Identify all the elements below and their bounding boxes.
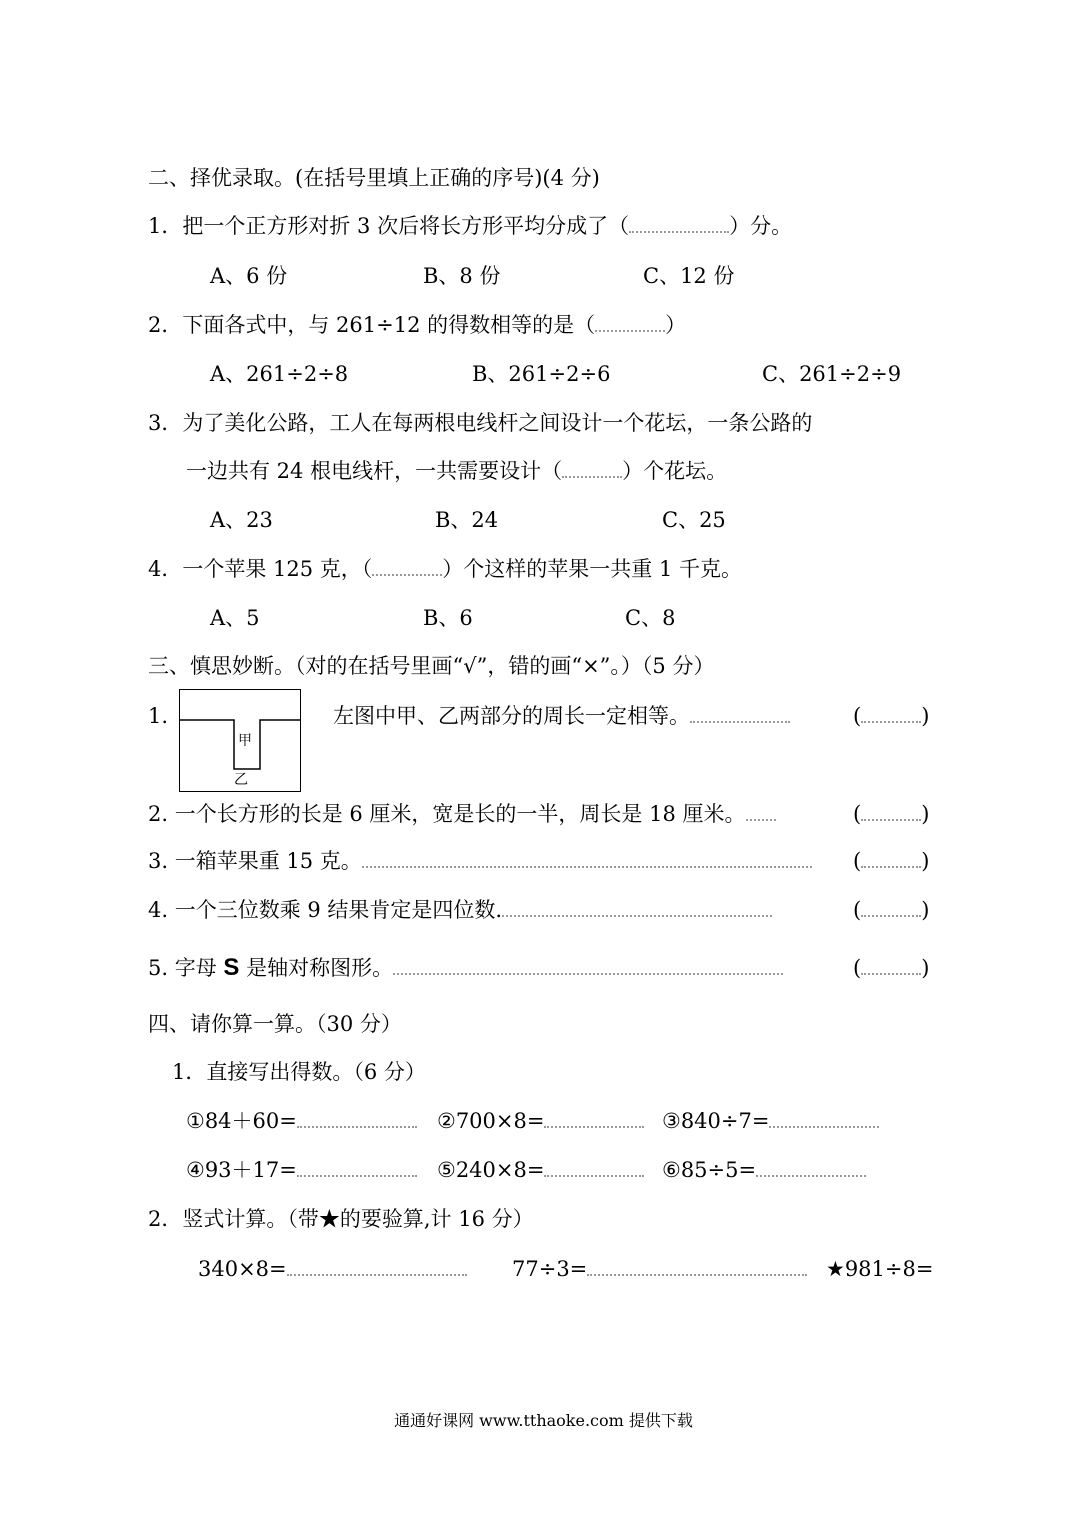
figure-label-jia: 甲 bbox=[238, 733, 252, 749]
section-4-sub2: 2．竖式计算。（带★的要验算,计 16 分） bbox=[148, 1207, 534, 1231]
calc-6: ⑥85÷5= bbox=[662, 1156, 866, 1184]
option-2-3-c: C、25 bbox=[662, 508, 726, 532]
question-3-1-number: 1. bbox=[148, 704, 169, 728]
letter-s: S bbox=[223, 954, 240, 981]
question-3-5: 5. 字母 S 是轴对称图形。 bbox=[148, 954, 783, 982]
calc-3: ③840÷7= bbox=[662, 1107, 879, 1135]
calc-1: ①84＋60= bbox=[186, 1107, 417, 1135]
option-2-2-a: A、261÷2÷8 bbox=[210, 362, 349, 386]
question-3-2: 2. 一个长方形的长是 6 厘米，宽是长的一半，周长是 18 厘米。 bbox=[148, 800, 776, 828]
question-2-4: 4．一个苹果 125 克，（ ）个这样的苹果一共重 1 千克。 bbox=[148, 557, 743, 581]
calc-4: ④93＋17= bbox=[186, 1156, 417, 1184]
answer-paren-3-4: ( ) bbox=[853, 898, 930, 922]
option-2-1-a: A、6 份 bbox=[210, 264, 288, 288]
option-2-2-c: C、261÷2÷9 bbox=[762, 362, 902, 386]
vertical-calc-1: 340×8= bbox=[198, 1255, 467, 1283]
question-3-4: 4. 一个三位数乘 9 结果肯定是四位数. bbox=[148, 896, 772, 924]
question-2-2: 2．下面各式中，与 261÷12 的得数相等的是（ ） bbox=[148, 313, 687, 337]
option-2-4-a: A、5 bbox=[210, 606, 260, 630]
answer-paren-3-1: ( ) bbox=[853, 704, 930, 728]
option-2-3-a: A、23 bbox=[210, 508, 273, 532]
option-2-1-b: B、8 份 bbox=[423, 264, 501, 288]
question-2-1: 1．把一个正方形对折 3 次后将长方形平均分成了（ ）分。 bbox=[148, 214, 793, 238]
question-2-3-line1: 3．为了美化公路，工人在每两根电线杆之间设计一个花坛，一条公路的 bbox=[148, 411, 813, 435]
section-2-title: 二、择优录取。(在括号里填上正确的序号)(4 分) bbox=[148, 166, 600, 190]
answer-paren-3-3: ( ) bbox=[853, 849, 930, 873]
option-2-4-c: C、8 bbox=[625, 606, 676, 630]
option-2-1-c: C、12 份 bbox=[643, 264, 735, 288]
figure-label-yi: 乙 bbox=[234, 772, 248, 788]
footer-text: 通通好课网 www.tthaoke.com 提供下载 bbox=[394, 1411, 693, 1430]
answer-paren-3-5: ( ) bbox=[853, 956, 930, 980]
section-4-title: 四、请你算一算。（30 分） bbox=[148, 1012, 402, 1036]
perimeter-figure bbox=[179, 689, 301, 792]
question-3-1-text: 左图中甲、乙两部分的周长一定相等。 bbox=[333, 702, 790, 730]
calc-2: ②700×8= bbox=[437, 1107, 644, 1135]
option-2-3-b: B、24 bbox=[435, 508, 499, 532]
vertical-calc-2: 77÷3= bbox=[512, 1255, 807, 1283]
option-2-2-b: B、261÷2÷6 bbox=[472, 362, 611, 386]
calc-5: ⑤240×8= bbox=[437, 1156, 644, 1184]
answer-paren-3-2: ( ) bbox=[853, 802, 930, 826]
question-3-3: 3. 一箱苹果重 15 克。 bbox=[148, 847, 812, 875]
vertical-calc-3: ★981÷8= bbox=[826, 1257, 934, 1281]
option-2-4-b: B、6 bbox=[423, 606, 473, 630]
question-2-3-line2: 一边共有 24 根电线杆，一共需要设计（ ）个花坛。 bbox=[186, 459, 728, 483]
section-3-title: 三、慎思妙断。（对的在括号里画“√”，错的画“×”。）（5 分） bbox=[148, 654, 715, 678]
section-4-sub1: 1．直接写出得数。（6 分） bbox=[172, 1060, 426, 1084]
